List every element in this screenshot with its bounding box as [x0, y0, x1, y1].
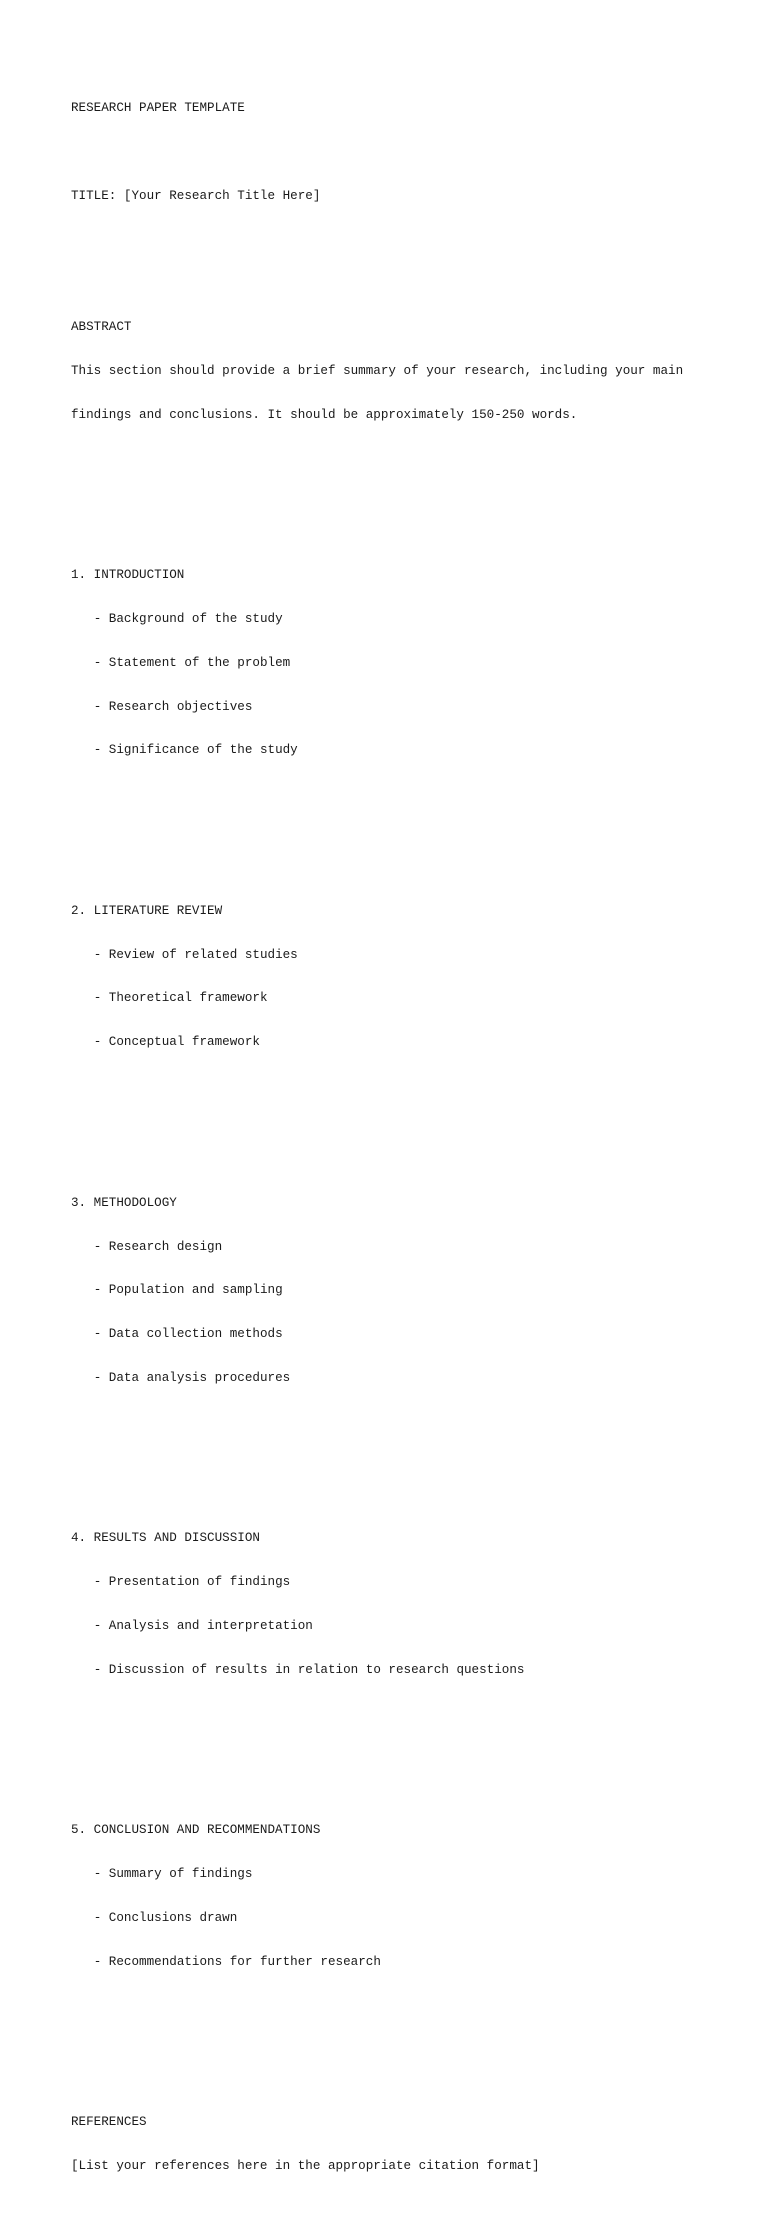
section-methodology — [71, 1167, 731, 1415]
references-text: [List your references here in the appropriate citation format] — [71, 2158, 540, 2173]
references-section — [71, 2086, 731, 2203]
spacer — [71, 1736, 731, 1751]
spacer — [71, 1108, 731, 1123]
list-item: - Analysis and interpretation — [93, 1618, 313, 1633]
section-results-and-discussion — [71, 1502, 731, 1706]
section-heading: 5. CONCLUSION AND RECOMMENDATIONS — [71, 1823, 321, 1838]
list-item: - Conclusions drawn — [93, 1910, 238, 1925]
document-header: RESEARCH PAPER TEMPLATE — [71, 101, 245, 116]
list-item: - Research design — [93, 1239, 223, 1254]
list-item: - Statement of the problem — [93, 655, 291, 670]
spacer — [71, 481, 731, 496]
list-item: - Theoretical framework — [93, 991, 268, 1006]
abstract-line: This section should provide a brief summary of your research, including your main — [71, 363, 684, 378]
spacer — [71, 1444, 731, 1459]
abstract-heading: ABSTRACT — [71, 320, 132, 335]
list-item: - Review of related studies — [93, 947, 298, 962]
list-item: - Research objectives — [93, 699, 253, 714]
spacer — [71, 145, 731, 160]
spacer — [71, 233, 731, 248]
list-item: - Data analysis procedures — [93, 1370, 291, 1385]
list-item: - Presentation of findings — [93, 1575, 291, 1590]
list-item: - Discussion of results in relation to research questions — [93, 1662, 525, 1677]
section-literature-review — [71, 875, 731, 1079]
list-item: - Significance of the study — [93, 743, 298, 758]
title-line: TITLE: [Your Research Title Here] — [71, 188, 321, 203]
list-item: - Recommendations for further research — [93, 1954, 381, 1969]
section-heading: 1. INTRODUCTION — [71, 568, 185, 583]
list-item: - Conceptual framework — [93, 1035, 260, 1050]
abstract-section — [71, 291, 731, 452]
spacer — [71, 2028, 731, 2043]
section-introduction — [71, 539, 731, 787]
section-heading: 4. RESULTS AND DISCUSSION — [71, 1531, 260, 1546]
section-heading: 2. LITERATURE REVIEW — [71, 903, 223, 918]
list-item: - Data collection methods — [93, 1327, 283, 1342]
list-item: - Population and sampling — [93, 1283, 283, 1298]
spacer — [71, 816, 731, 831]
document-body — [71, 72, 731, 2232]
references-heading: REFERENCES — [71, 2115, 147, 2130]
list-item: - Background of the study — [93, 611, 283, 626]
section-heading: 3. METHODOLOGY — [71, 1195, 177, 1210]
abstract-line: findings and conclusions. It should be approximately 150-250 words. — [71, 407, 578, 422]
section-conclusion-and-recommendations — [71, 1794, 731, 1998]
list-item: - Summary of findings — [93, 1867, 253, 1882]
